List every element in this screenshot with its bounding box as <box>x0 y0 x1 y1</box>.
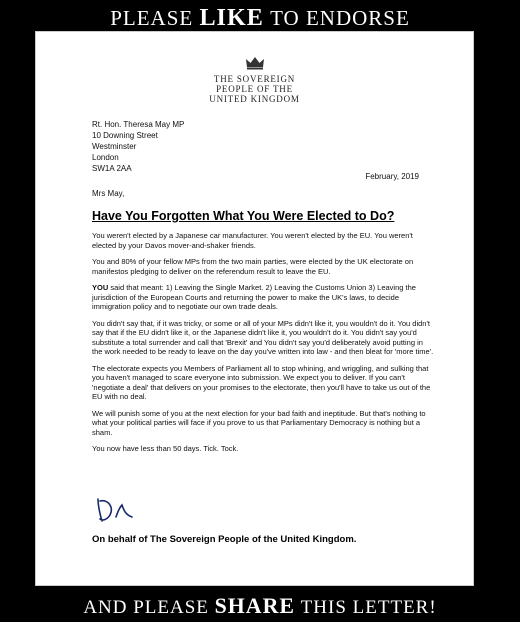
paragraph: We will punish some of you at the next election for your bad faith and ineptitude. But that's nothing to what your political parties will face if you prove to us that Parliamentary Democracy is nothing but a sham. <box>92 408 426 437</box>
paragraph: You and 80% of your fellow MPs from the two main parties, were elected by the UK electorate on manifestos pledging to deliver on the referendum result to leave the EU. <box>92 257 414 276</box>
letter-body <box>92 231 434 461</box>
closing-line: On behalf of The Sovereign People of the United Kingdom. <box>92 534 357 545</box>
address-line: 10 Downing Street <box>92 131 158 140</box>
letter-page <box>36 32 473 585</box>
headline: Have You Forgotten What You Were Elected to Do? <box>92 209 395 223</box>
letterhead <box>36 56 473 104</box>
salutation: Mrs May, <box>92 189 125 198</box>
emphasis-word: YOU <box>92 283 109 292</box>
banner-text: TO ENDORSE <box>270 6 410 30</box>
crown-icon <box>245 56 265 70</box>
address-line: Westminster <box>92 142 137 151</box>
address-line: London <box>92 153 119 162</box>
banner-emphasis: LIKE <box>199 4 264 31</box>
address-line: SW1A 2AA <box>92 164 132 173</box>
letterhead-line: PEOPLE OF THE <box>216 84 293 94</box>
signature-scribble <box>94 495 138 525</box>
paragraph: The electorate expects you Members of Parliament all to stop whining, and wriggling, and sulking that you haven't managed to scare everyone into submission. We expect you to deliver. If you can't 'negotiate a deal' that delivers on your promises to the electorate, then you'll have to take us out of the EU with no deal. <box>92 363 431 401</box>
paragraph: You weren't elected by a Japanese car manufacturer. You weren't elected by the EU. You weren't elected by your Davos mover-and-shaker friends. <box>92 231 413 250</box>
bottom-banner <box>0 594 520 619</box>
banner-text: AND PLEASE <box>83 597 209 618</box>
letterhead-line: UNITED KINGDOM <box>209 94 300 104</box>
paragraph <box>92 283 434 312</box>
recipient-address <box>92 119 184 174</box>
paragraph: You now have less than 50 days. Tick. Tock. <box>92 444 239 453</box>
letter-date: February, 2019 <box>365 172 419 181</box>
top-banner <box>0 4 520 32</box>
banner-emphasis: SHARE <box>214 594 295 618</box>
paragraph: You didn't say that, if it was tricky, or some or all of your MPs didn't like it, you wouldn't do it. You didn't say that if the EU didn't like it, or the Japanese didn't like it, you wouldn't do it. You didn't say you'd substitute a total surrender and call that 'Brexit' and You didn't say you'd deliberately avoid putting in the work needed to be ready to leave on the day you've written into law - and then bleat for 'more time'. <box>92 318 434 356</box>
letterhead-line: THE SOVEREIGN <box>213 74 296 84</box>
banner-text: THIS LETTER! <box>300 597 437 618</box>
paragraph-text: said that meant: 1) Leaving the Single Market. 2) Leaving the Customs Union 3) Leaving the jurisdiction of the European Courts and returning the power to make the UK's laws, to decide immigration policy and to negotiate our own trade deals. <box>92 283 416 311</box>
banner-text: PLEASE <box>110 6 194 30</box>
address-line: Rt. Hon. Theresa May MP <box>92 120 185 129</box>
